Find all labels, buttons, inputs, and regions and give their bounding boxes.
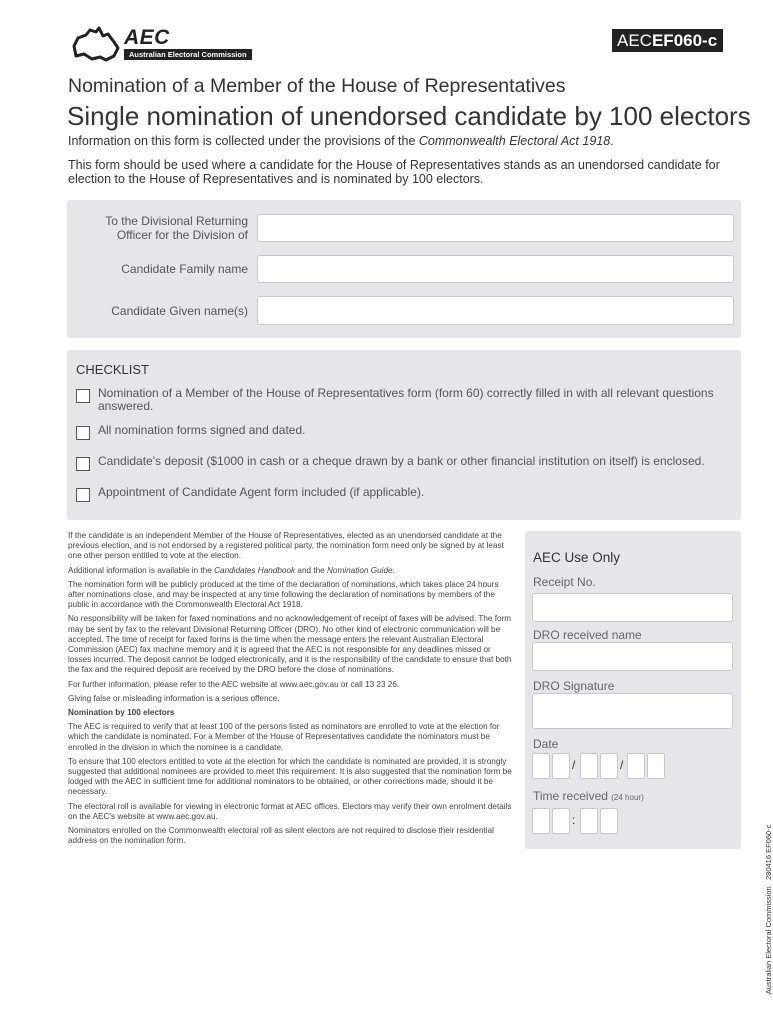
aec-logo-text: AEC — [124, 26, 170, 49]
form-code: EF060-c — [651, 31, 718, 50]
given-names-label: Candidate Given name(s) — [111, 304, 248, 318]
note-heading-100-electors: Nomination by 100 electors — [68, 708, 175, 718]
checklist-title: CHECKLIST — [76, 362, 149, 377]
date-year-digit-1[interactable] — [627, 753, 645, 779]
note-verify: The AEC is required to verify that at least 100 of the persons listed as nominators are enrolled to vote at the election for which the candidate is nominated. For a Member of the House of Representatives candidate the nominators must be enrolled in the division in which the nominee is a candidate. — [68, 722, 500, 752]
division-input[interactable] — [257, 214, 734, 242]
note-independent: If the candidate is an independent Member of the House of Representatives, elected as an unendorsed candidate at the previous election, and is not endorsed by a registered political party, the nomination form need only be signed by at least one other person entitled to vote at the election. — [68, 531, 504, 561]
note-additional-suffix: . — [392, 565, 395, 575]
note-additional-info — [68, 566, 512, 576]
form-code-prefix: AEC — [617, 31, 652, 50]
note-additional-prefix: Additional information is available in the — [68, 565, 215, 575]
checklist-item-form60: Nomination of a Member of the House of Representatives form (form 60) correctly filled in with all relevant questions answered. — [98, 386, 714, 413]
date-month-digit-2[interactable] — [600, 753, 618, 779]
collection-info-prefix: Information on this form is collected under the provisions of the — [68, 134, 419, 148]
checklist-item-deposit: Candidate's deposit ($1000 in cash or a cheque drawn by a bank or other financial institution on itself) is enclosed. — [98, 454, 705, 468]
aec-use-title: AEC Use Only — [533, 550, 621, 565]
given-names-input[interactable] — [257, 296, 734, 325]
notes-section — [68, 531, 512, 850]
time-hour-digit-1[interactable] — [532, 808, 550, 834]
checklist-checkbox-deposit[interactable] — [76, 457, 90, 471]
receipt-input[interactable] — [532, 593, 733, 622]
time-received-label — [533, 789, 644, 803]
checklist-checkbox-signed[interactable] — [76, 426, 90, 440]
dro-name-label: DRO received name — [533, 628, 642, 642]
electoral-act: Commonwealth Electoral Act 1918 — [418, 134, 611, 148]
time-received-text: Time received — [533, 789, 608, 803]
date-day-digit-2[interactable] — [552, 753, 570, 779]
vertical-footer-text: Australian Electoral Commission 280416 EF060-c — [764, 824, 773, 995]
date-separator-2: / — [620, 758, 624, 772]
note-electoral-roll: The electoral roll is available for viewing in electronic format at AEC offices. Electors may verify their own enrolment details on the AEC's website at www.aec.gov.au. — [68, 801, 512, 821]
vertical-footer — [755, 825, 773, 998]
collection-info — [68, 134, 614, 148]
checklist-item-agent: Appointment of Candidate Agent form included (if applicable). — [98, 485, 425, 499]
note-silent-electors: Nominators enrolled on the Commonwealth electoral roll as silent electors are not required to disclose their residential address on the nomination form. — [68, 826, 494, 846]
checklist-item-signed: All nomination forms signed and dated. — [98, 423, 306, 437]
australia-map-icon — [70, 26, 122, 64]
date-separator-1: / — [572, 758, 576, 772]
receipt-label: Receipt No. — [533, 575, 596, 589]
family-name-input[interactable] — [257, 255, 734, 283]
time-minute-digit-1[interactable] — [580, 808, 598, 834]
note-further-info: For further information, please refer to the AEC website at www.aec.gov.au or call 13 23 26. — [68, 679, 400, 689]
nomination-guide: Nomination Guide — [327, 565, 393, 575]
checklist-checkbox-form60[interactable] — [76, 389, 90, 403]
note-fax: No responsibility will be taken for faxed nominations and no acknowledgement of receipt of faxes will be advised. The form may be sent by fax to the relevant Divisional Returning Officer (DRO). No other kind of electronic communication will be accepted. The time of receipt for faxed forms is the time when the message enters the relevant Australian Electoral Commission (AEC) fax machine memory and it is agreed that the AEC is not responsible for any deadlines missed or losses incurred. The deposit cannot be lodged electronically, and it is the responsibility of the candidate to ensure that both the fax and the required deposit are received by the DRO before the close of nominations. — [68, 614, 512, 675]
time-format-hint: (24 hour) — [611, 793, 644, 802]
form-code-badge — [612, 29, 723, 52]
note-additional-mid: and the — [295, 565, 328, 575]
family-name-label: Candidate Family name — [121, 262, 248, 276]
division-label: To the Divisional Returning Officer for the Division of — [105, 214, 248, 242]
form-purpose: This form should be used where a candidate for the House of Representatives stands as an unendorsed candidate for election to the House of Representatives and is nominated by 100 electors. — [68, 158, 720, 186]
dro-signature-label: DRO Signature — [533, 679, 615, 693]
note-public-production: The nomination form will be publicly produced at the time of the declaration of nominations, which takes place 24 hours after nominations close, and may be inspected at any time following the declaration of nominations by members of the public in accordance with the Commonwealth Electoral Act 1918. — [68, 579, 499, 610]
date-month-digit-1[interactable] — [580, 753, 598, 779]
checklist-checkbox-agent[interactable] — [76, 488, 90, 502]
aec-logo-subtitle: Australian Electoral Commission — [124, 49, 252, 60]
collection-info-suffix: . — [610, 134, 614, 148]
date-year-digit-2[interactable] — [647, 753, 665, 779]
form-title-line2: Single nomination of unendorsed candidate by 100 electors — [67, 101, 751, 131]
candidates-handbook: Candidates Handbook — [214, 565, 296, 575]
note-offence: Giving false or misleading information is a serious offence. — [68, 693, 280, 703]
date-day-digit-1[interactable] — [532, 753, 550, 779]
dro-signature-input[interactable] — [532, 693, 733, 729]
date-label: Date — [533, 737, 559, 751]
form-title-line1: Nomination of a Member of the House of Representatives — [68, 75, 566, 97]
time-hour-digit-2[interactable] — [552, 808, 570, 834]
time-minute-digit-2[interactable] — [600, 808, 618, 834]
note-additional-nominees: To ensure that 100 electors entitled to vote at the election for which the candidate is nominated are provided, it is strongly suggested that additional nominees are provided to meet this requirement. It is also suggested that the nomination form be lodged with the AEC in sufficient time for additional nominators to be obtained, or other corrections made, should it be necessary. — [68, 756, 512, 797]
dro-name-input[interactable] — [532, 642, 733, 671]
time-separator: : — [572, 813, 576, 827]
